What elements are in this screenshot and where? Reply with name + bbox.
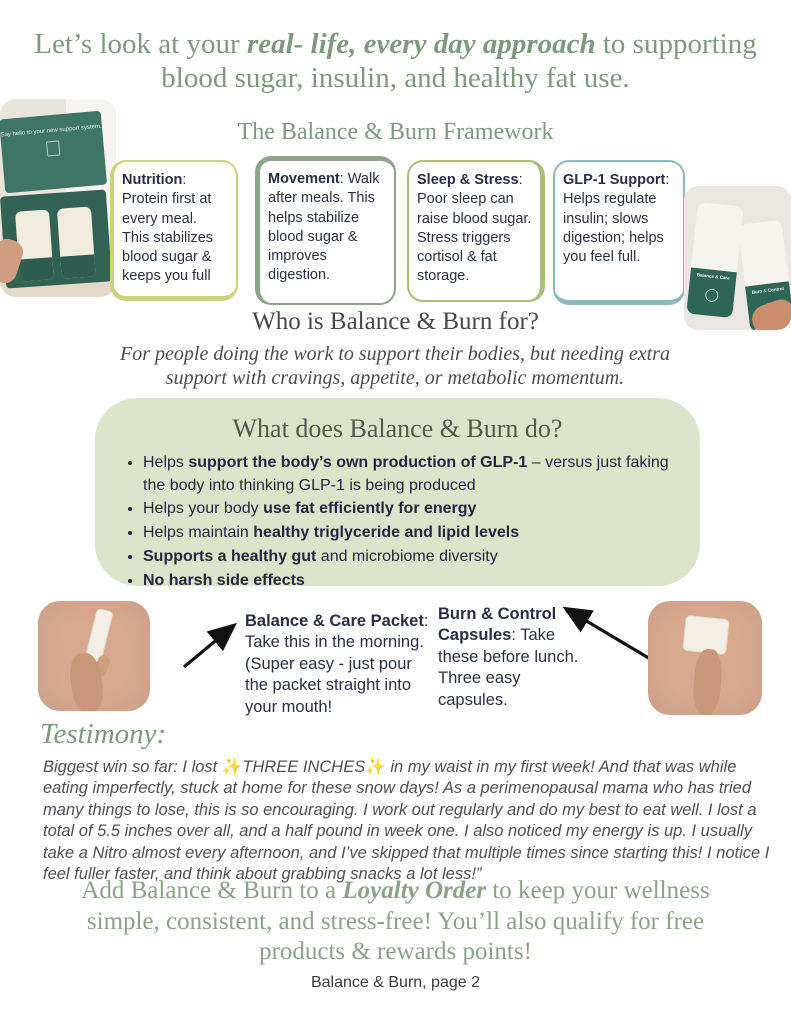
bullet-4-bold: Supports a healthy gut <box>143 547 317 565</box>
arrow-left-up-icon <box>556 600 658 666</box>
framework-box-nutrition <box>110 160 238 301</box>
sachet-photo <box>648 601 762 715</box>
cta-part2: to keep your wellness simple, consistent, and stress-free! You’ll also qualify for free products & rewards points! <box>86 877 710 965</box>
bottle-left-label-text: Balance & Care <box>696 272 730 281</box>
testimony-highlight: THREE INCHES <box>242 758 366 776</box>
sleep-stress-text: : Poor sleep can raise blood sugar. Stress triggers cortisol & fat storage. <box>417 172 532 285</box>
bullet-1-post: – versus just faking the body into thinking GLP-1 is being produced <box>143 454 669 494</box>
what-bullet-1 <box>143 452 672 497</box>
callout-right-text: : Take these before lunch. Three easy capsules. <box>438 626 579 709</box>
testimony-post: in my waist in my first week! And that was while eating imperfectly, stuck at home for these snow days! As a perimenopausal mama who has tried many things to lose, this is so encouraging. I work out regularly and do my best to eat well. I lost a total of 5.5 inches over all, and a half pound in week one. I also noticed my energy is up. I usually take a Nitro almost every afternoon, and I’ve skipped that multiple times since starting this! I notice I feel fuller faster, and think about grabbing snacks a lot less!” <box>43 758 770 884</box>
nutrition-label: Nutrition <box>122 172 183 188</box>
bullet-2-bold: use fat efficiently for energy <box>263 500 477 518</box>
callout-left-bold: Balance & Care Packet <box>245 612 424 630</box>
callout-left-text: : Take this in the morning. (Super easy - just pour the packet straight into your mouth! <box>245 612 429 716</box>
what-heading: What does Balance & Burn do? <box>232 414 563 443</box>
nutrition-text: : Protein first at every meal. This stabilizes blood sugar & keeps you full <box>122 172 214 285</box>
kit-lid-text: Say hello to your new support system. <box>0 123 102 139</box>
what-bullet-list <box>95 452 700 592</box>
glp1-label: GLP-1 Support <box>563 172 666 188</box>
bullet-5-bold: No harsh side effects <box>143 571 305 589</box>
cta-emphasis: Loyalty Order <box>342 877 487 904</box>
callout-right-bold: Burn & Control Capsules <box>438 605 557 645</box>
bottle-right-label-text: Burn & Control <box>751 285 785 295</box>
bullet-3-pre: Helps maintain <box>143 524 254 542</box>
framework-heading: The Balance & Burn Framework <box>237 119 554 145</box>
bottle-badge-icon <box>704 288 718 302</box>
what-bullet-4 <box>143 546 672 569</box>
testimony-heading: Testimony: <box>40 718 167 750</box>
what-bullet-3 <box>143 522 672 545</box>
kit-bottle-right <box>57 206 96 278</box>
page-title-part2: to supporting blood sugar, insulin, and healthy fat use. <box>161 28 757 94</box>
page-title <box>0 28 791 96</box>
bullet-2-pre: Helps your body <box>143 500 264 518</box>
framework-box-sleep-stress <box>407 160 545 302</box>
testimony-pre: Biggest win so far: I lost <box>43 758 222 776</box>
testimony-body <box>43 757 773 886</box>
bullet-1-bold: support the body’s own production of GLP-1 <box>188 454 528 471</box>
framework-box-glp1-support <box>553 160 685 305</box>
what-bullet-2 <box>143 498 672 521</box>
bullet-1-pre: Helps <box>143 454 189 471</box>
page-title-part1: Let’s look at your <box>34 28 247 60</box>
sparkle-icon: ✨ <box>221 758 243 776</box>
packet-photo <box>38 601 150 711</box>
kit-box-interior <box>0 189 112 288</box>
glp1-text: : Helps regulate insulin; slows digestion; helps you feel full. <box>563 172 670 266</box>
callout-balance-care <box>245 611 437 718</box>
framework-box-movement <box>255 156 396 305</box>
bullet-3-bold: healthy triglyceride and lipid levels <box>253 524 520 542</box>
who-heading: Who is Balance & Burn for? <box>252 308 539 335</box>
arrow-right-up-icon <box>180 615 244 673</box>
cta-part1: Add Balance & Burn to a <box>81 877 343 904</box>
who-subtitle: For people doing the work to support their bodies, but needing extra support with cravings, appetite, or metabolic momentum. <box>120 343 670 389</box>
loyalty-order-cta <box>48 876 743 968</box>
bottle-balance-care <box>686 202 743 318</box>
sleep-stress-label: Sleep & Stress <box>417 172 519 188</box>
page-footer: Balance & Burn, page 2 <box>310 974 480 991</box>
movement-label: Movement <box>268 171 340 187</box>
sparkle-icon: ✨ <box>365 758 386 776</box>
what-panel <box>95 398 700 589</box>
movement-text: : Walk after meals. This helps stabilize blood sugar & improves digestion. <box>268 171 380 284</box>
hand-shape <box>692 648 724 715</box>
page-title-emphasis: real- life, every day approach <box>246 28 596 60</box>
what-bullet-5 <box>143 570 672 593</box>
bullet-4-post: and microbiome diversity <box>316 547 498 565</box>
